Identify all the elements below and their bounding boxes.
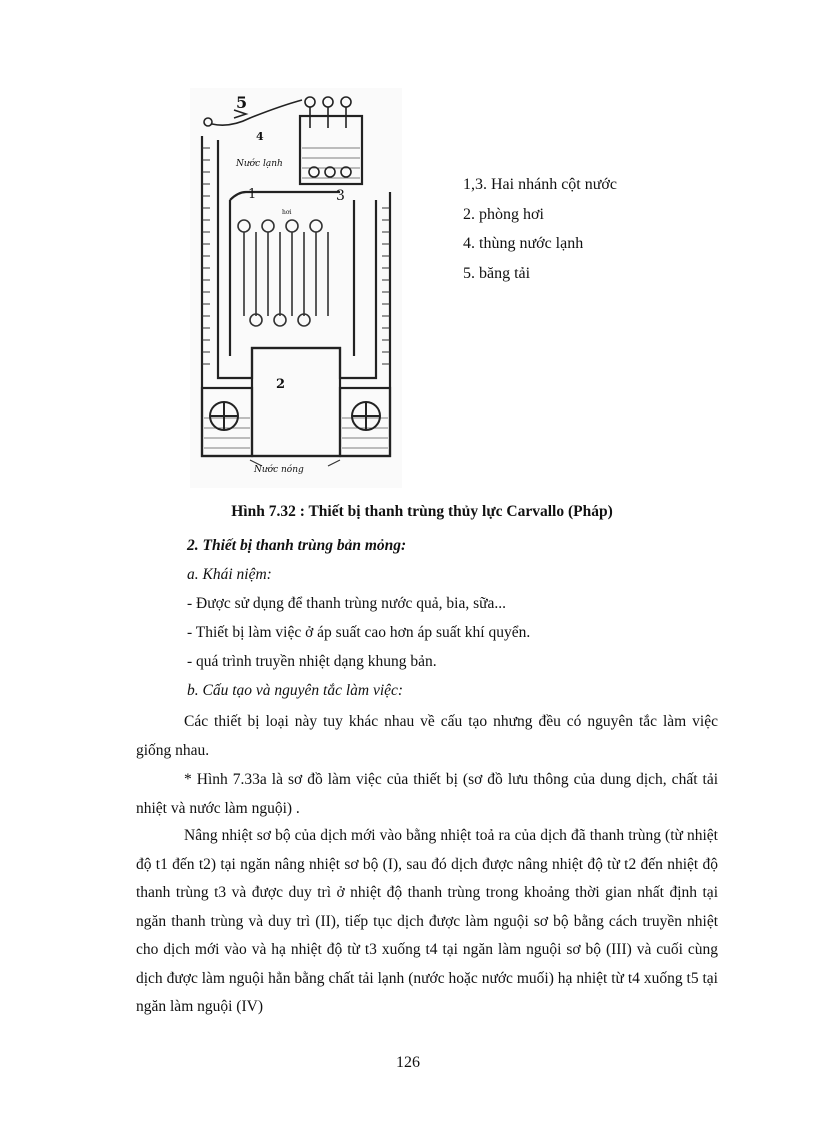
paragraph: Các thiết bị loại này tuy khác nhau về cấu tạo nhưng đều có nguyên tắc làm việc giống nhau. — [136, 713, 718, 759]
label-3: 3 — [336, 188, 345, 204]
figure-legend — [463, 170, 617, 288]
label-4: 4 — [256, 130, 264, 143]
bullet-item: - quá trình truyền nhiệt dạng khung bản. — [187, 653, 437, 670]
legend-item: 4. thùng nước lạnh — [463, 235, 584, 252]
legend-item: 1,3. Hai nhánh cột nước — [463, 176, 617, 193]
section-heading: 2. Thiết bị thanh trùng bản mỏng: — [187, 537, 407, 554]
carvallo-diagram — [190, 88, 402, 488]
page-number: 126 — [396, 1054, 420, 1071]
label-cold-water: Nước lạnh — [236, 159, 283, 169]
bullet-item: - Thiết bị làm việc ở áp suất cao hơn áp suất khí quyển. — [187, 624, 531, 641]
label-5: 5 — [236, 93, 248, 112]
paragraph: * Hình 7.33a là sơ đồ làm việc của thiết bị (sơ đồ lưu thông của dung dịch, chất tải nhiệt và nước làm nguội) . — [136, 771, 718, 817]
legend-item: 2. phòng hơi — [463, 205, 544, 223]
label-steam: hơi — [282, 209, 292, 216]
paragraph: Nâng nhiệt sơ bộ của dịch mới vào bằng nhiệt toả ra của dịch đã thanh trùng (từ nhiệt độ t1 đến t2) tại ngăn nâng nhiệt sơ bộ (I), sau đó dịch được nâng nhiệt độ từ t2 đến nhiệt độ thanh trùng t3 và được duy trì ở nhiệt độ thanh trùng trong khoảng thời gian nhất định tại ngăn thanh trùng và duy trì (II), tiếp tục dịch được làm nguội sơ bộ bằng cách truyền nhiệt cho dịch mới vào và hạ nhiệt độ từ t3 xuống t4 tại ngăn làm nguội sơ bộ (III) và cuối cùng dịch được làm nguội hẳn bằng chất tải lạnh (nước hoặc nước muối) hạ nhiệt từ t4 xuống t5 tại ngăn làm nguội (IV) — [136, 827, 718, 1015]
label-2: 2 — [276, 377, 286, 392]
subheading-b: b. Cấu tạo và nguyên tắc làm việc: — [187, 682, 404, 699]
carvallo-diagram-drawing — [190, 88, 402, 488]
legend-item: 5. băng tải — [463, 264, 531, 282]
figure-caption: Hình 7.32 : Thiết bị thanh trùng thủy lực Carvallo (Pháp) — [231, 503, 613, 520]
label-1: 1 — [248, 187, 257, 202]
bullet-item: - Được sử dụng để thanh trùng nước quả, bia, sữa... — [187, 595, 507, 612]
subheading-a: a. Khái niệm: — [187, 566, 272, 583]
label-hot-water: Nước nóng — [254, 465, 304, 475]
